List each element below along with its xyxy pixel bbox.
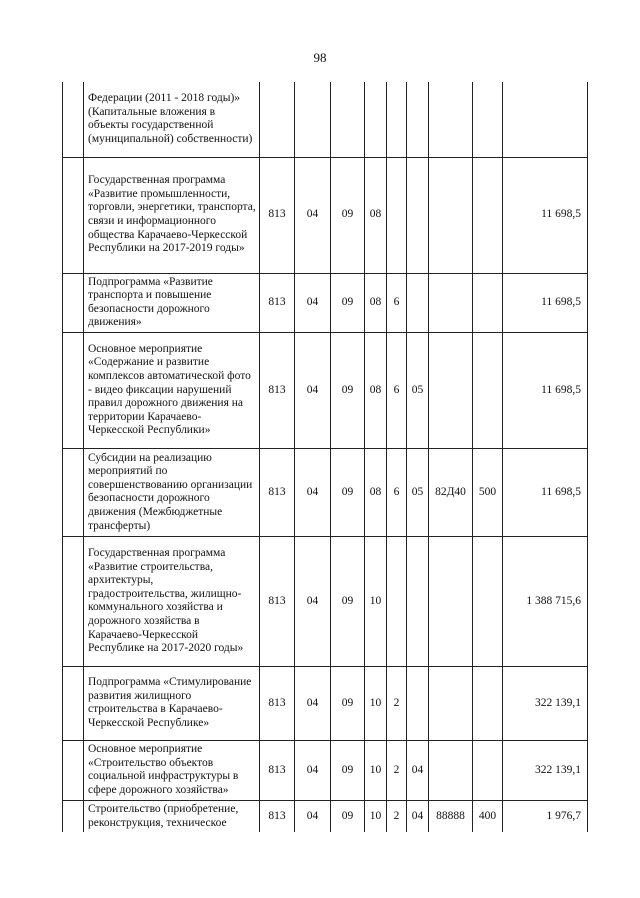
subprogram-code: [387, 82, 407, 157]
event-code: 04: [407, 740, 429, 800]
subprogram-code: 6: [387, 273, 407, 332]
section-code: 04: [295, 273, 331, 332]
program-code: 08: [365, 157, 387, 273]
subsection-code: 09: [331, 666, 365, 740]
event-code: 05: [407, 332, 429, 448]
expense-type-code: [473, 740, 503, 800]
subprogram-code: 2: [387, 666, 407, 740]
subprogram-code: 2: [387, 800, 407, 832]
amount: 11 698,5: [503, 332, 588, 448]
row-number-cell: [63, 332, 84, 448]
item-name: Государственная программа «Развитие строительства, архитектуры, градостроительства, жилищно-коммунального хозяйства и дорожного хозяйства в Карачаево-Черкесской Республике на 2017-2020 годы»: [84, 536, 260, 666]
item-name: Подпрограмма «Стимулирование развития жилищного строительства в Карачаево-Черкесской Республике»: [84, 666, 260, 740]
amount: 11 698,5: [503, 273, 588, 332]
program-code: 10: [365, 740, 387, 800]
event-code: 04: [407, 800, 429, 832]
event-code: [407, 536, 429, 666]
event-code: [407, 666, 429, 740]
ministry-code: 813: [260, 332, 295, 448]
item-name: Подпрограмма «Развитие транспорта и повышение безопасности дорожного движения»: [84, 273, 260, 332]
direction-code: [429, 740, 473, 800]
subprogram-code: 6: [387, 448, 407, 536]
subsection-code: 09: [331, 800, 365, 832]
table-row: [63, 740, 588, 800]
table-row: [63, 666, 588, 740]
item-name: Основное мероприятие «Содержание и развитие комплексов автоматической фото - видео фиксации нарушений правил дорожного движения на территории Карачаево-Черкесской Республики»: [84, 332, 260, 448]
table-row: [63, 273, 588, 332]
direction-code: 88888: [429, 800, 473, 832]
table-row: [63, 332, 588, 448]
section-code: 04: [295, 448, 331, 536]
section-code: [295, 82, 331, 157]
subprogram-code: [387, 536, 407, 666]
section-code: 04: [295, 666, 331, 740]
expense-type-code: [473, 157, 503, 273]
row-number-cell: [63, 273, 84, 332]
ministry-code: 813: [260, 536, 295, 666]
subsection-code: 09: [331, 448, 365, 536]
program-code: 10: [365, 536, 387, 666]
direction-code: [429, 332, 473, 448]
direction-code: [429, 536, 473, 666]
program-code: [365, 82, 387, 157]
page-number: 98: [313, 50, 327, 65]
expense-type-code: [473, 536, 503, 666]
table-row: [63, 536, 588, 666]
section-code: 04: [295, 800, 331, 832]
row-number-cell: [63, 800, 84, 832]
ministry-code: 813: [260, 800, 295, 832]
section-code: 04: [295, 740, 331, 800]
item-name: Государственная программа «Развитие промышленности, торговли, энергетики, транспорта, связи и информационного общества Карачаево-Черкесской Республики на 2017-2019 годы»: [84, 157, 260, 273]
budget-table: [62, 82, 588, 832]
ministry-code: 813: [260, 740, 295, 800]
event-code: [407, 82, 429, 157]
ministry-code: 813: [260, 448, 295, 536]
subsection-code: 09: [331, 536, 365, 666]
item-name: Основное мероприятие «Строительство объектов социальной инфраструктуры в сфере дорожного хозяйства»: [84, 740, 260, 800]
expense-type-code: [473, 666, 503, 740]
table-row: [63, 157, 588, 273]
row-number-cell: [63, 666, 84, 740]
subsection-code: 09: [331, 332, 365, 448]
row-number-cell: [63, 448, 84, 536]
row-number-cell: [63, 536, 84, 666]
item-name: Строительство (приобретение, реконструкция, техническое: [84, 800, 260, 832]
event-code: 05: [407, 448, 429, 536]
amount: 11 698,5: [503, 448, 588, 536]
ministry-code: 813: [260, 157, 295, 273]
subprogram-code: 2: [387, 740, 407, 800]
row-number-cell: [63, 157, 84, 273]
amount: 1 976,7: [503, 800, 588, 832]
ministry-code: 813: [260, 273, 295, 332]
row-number-cell: [63, 740, 84, 800]
subprogram-code: 6: [387, 332, 407, 448]
direction-code: [429, 273, 473, 332]
event-code: [407, 157, 429, 273]
direction-code: [429, 666, 473, 740]
section-code: 04: [295, 157, 331, 273]
event-code: [407, 273, 429, 332]
program-code: 10: [365, 800, 387, 832]
expense-type-code: [473, 82, 503, 157]
item-name: Субсидии на реализацию мероприятий по совершенствованию организации безопасности дорожного движения (Межбюджетные трансферты): [84, 448, 260, 536]
item-name: Федерации (2011 - 2018 годы)» (Капитальные вложения в объекты государственной (муниципальной) собственности): [84, 82, 260, 157]
section-code: 04: [295, 332, 331, 448]
subprogram-code: [387, 157, 407, 273]
subsection-code: 09: [331, 273, 365, 332]
amount: 1 388 715,6: [503, 536, 588, 666]
subsection-code: [331, 82, 365, 157]
direction-code: [429, 157, 473, 273]
program-code: 10: [365, 666, 387, 740]
amount: 322 139,1: [503, 666, 588, 740]
expense-type-code: 400: [473, 800, 503, 832]
ministry-code: [260, 82, 295, 157]
program-code: 08: [365, 448, 387, 536]
amount: 11 698,5: [503, 157, 588, 273]
subsection-code: 09: [331, 157, 365, 273]
table-row: [63, 82, 588, 157]
row-number-cell: [63, 82, 84, 157]
subsection-code: 09: [331, 740, 365, 800]
expense-type-code: [473, 273, 503, 332]
expense-type-code: 500: [473, 448, 503, 536]
direction-code: [429, 82, 473, 157]
direction-code: 82Д40: [429, 448, 473, 536]
expense-type-code: [473, 332, 503, 448]
amount: 322 139,1: [503, 740, 588, 800]
program-code: 08: [365, 273, 387, 332]
ministry-code: 813: [260, 666, 295, 740]
amount: [503, 82, 588, 157]
table-row: [63, 448, 588, 536]
section-code: 04: [295, 536, 331, 666]
table-row: [63, 800, 588, 832]
program-code: 08: [365, 332, 387, 448]
